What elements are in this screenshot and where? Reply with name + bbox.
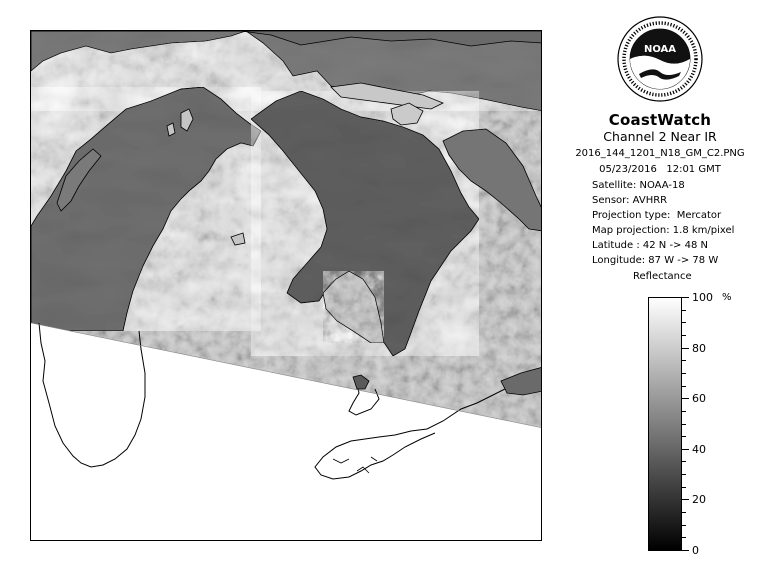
colorbar-minor-tick	[682, 424, 686, 425]
satellite-info: Satellite: NOAA-18	[592, 180, 685, 191]
map-projection: Map projection: 1.8 km/pixel	[592, 225, 735, 236]
colorbar-unit: %	[722, 292, 732, 303]
sensor-info: Sensor: AVHRR	[592, 195, 668, 206]
colorbar-minor-tick	[682, 360, 686, 361]
reflectance-colorbar	[648, 297, 682, 551]
colorbar-minor-tick	[682, 461, 686, 462]
colorbar-tick-mark	[682, 550, 689, 551]
colorbar-tick-mark	[682, 297, 689, 298]
projection-type: Projection type: Mercator	[592, 210, 722, 221]
map-svg	[31, 31, 542, 541]
colorbar-minor-tick	[682, 474, 686, 475]
satellite-map	[30, 30, 542, 541]
colorbar-minor-tick	[682, 373, 686, 374]
colorbar-tick-label: 100	[692, 291, 713, 304]
colorbar-label: Reflectance	[633, 271, 692, 282]
colorbar-minor-tick	[682, 537, 686, 538]
colorbar-tick-label: 0	[692, 544, 699, 557]
colorbar-minor-tick	[682, 512, 686, 513]
colorbar-tick-mark	[682, 348, 689, 349]
colorbar-minor-tick	[682, 411, 686, 412]
colorbar-tick-label: 20	[692, 493, 706, 507]
colorbar-tick-mark	[682, 398, 689, 399]
channel-subtitle: Channel 2 Near IR	[603, 129, 717, 144]
colorbar-minor-tick	[682, 525, 686, 526]
longitude-range: Longitude: 87 W -> 78 W	[592, 255, 719, 266]
colorbar-minor-tick	[682, 310, 686, 311]
product-title: CoastWatch	[608, 111, 712, 129]
colorbar-minor-tick	[682, 386, 686, 387]
colorbar-tick-mark	[682, 499, 689, 500]
colorbar-tick-label: 40	[692, 442, 706, 456]
colorbar-minor-tick	[682, 436, 686, 437]
info-panel	[560, 15, 775, 560]
colorbar-minor-tick	[682, 322, 686, 323]
image-datetime: 05/23/2016 12:01 GMT	[599, 164, 721, 175]
image-filename: 2016_144_1201_N18_GM_C2.PNG	[575, 148, 745, 159]
colorbar-minor-tick	[682, 487, 686, 488]
noaa-logo	[617, 16, 703, 102]
colorbar-tick-label: 80	[692, 341, 706, 355]
colorbar-tick-label: 60	[692, 392, 706, 406]
colorbar-minor-tick	[682, 335, 686, 336]
latitude-range: Latitude : 42 N -> 48 N	[592, 240, 708, 251]
logo-text: NOAA	[643, 44, 677, 55]
colorbar-tick-mark	[682, 449, 689, 450]
